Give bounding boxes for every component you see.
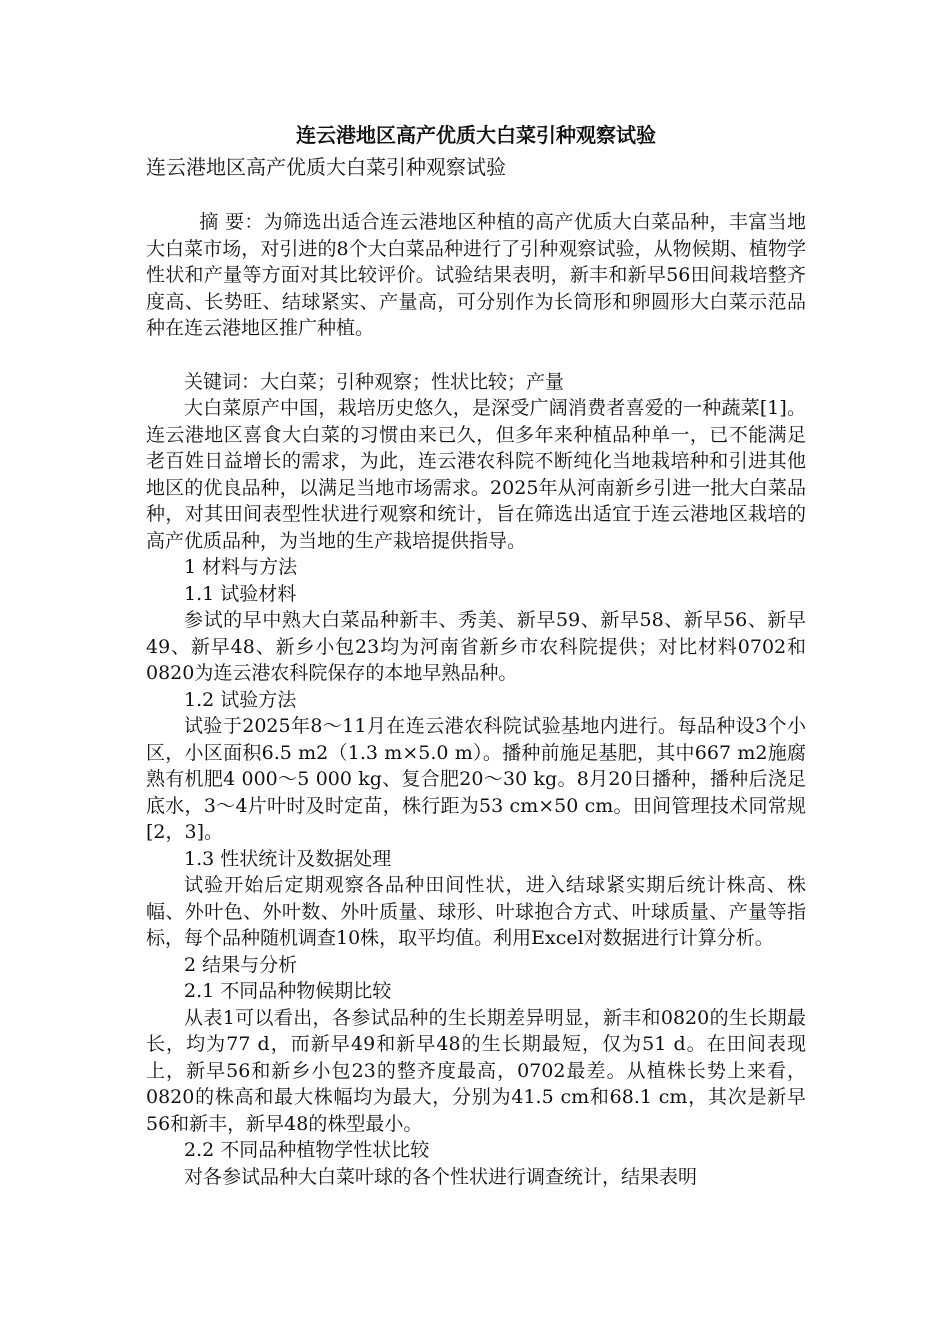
document-subtitle: 连云港地区高产优质大白菜引种观察试验 [146,155,506,179]
abstract-paragraph: 摘 要：为筛选出适合连云港地区种植的高产优质大白菜品种，丰富当地大白菜市场，对引进的8个大白菜品种进行了引种观察试验，从物候期、植物学性状和产量等方面对其比较评价。试验结果表明，新丰和新早56田间栽培整齐度高、长势旺、结球紧实、产量高，可分别作为长筒形和卵圆形大白菜示范品种在连云港地区推广种植。 [146,211,806,339]
paragraph-1-1: 参试的早中熟大白菜品种新丰、秀美、新早59、新早58、新早56、新早49、新早48、新乡小包23均为河南省新乡市农科院提供；对比材料0702和0820为连云港农科院保存的本地早熟品种。 [146,609,806,684]
subsection-heading-1-2: 1.2 试验方法 [184,688,297,711]
document-title: 连云港地区高产优质大白菜引种观察试验 [296,123,656,147]
subsection-heading-2-1: 2.1 不同品种物候期比较 [184,980,392,1002]
subsection-heading-1-3: 1.3 性状统计及数据处理 [184,847,392,870]
intro-paragraph: 大白菜原产中国，栽培历史悠久，是深受广阔消费者喜爱的一种蔬菜[1]。连云港地区喜食大白菜的习惯由来已久，但多年来种植品种单一，已不能满足老百姓日益增长的需求，为此，连云港农科院不断纯化当地栽培种和引进其他地区的优良品种，以满足当地市场需求。2025年从河南新乡引进一批大白菜品种，对其田间表型性状进行观察和统计，旨在筛选出适宜于连云港地区栽培的高产优质品种，为当地的生产栽培提供指导。 [146,397,806,552]
document-page [146,120,806,1190]
section-heading-2: 2 结果与分析 [184,953,298,976]
keywords-line: 关键词：大白菜；引种观察；性状比较；产量 [184,370,565,393]
paragraph-2-2: 对各参试品种大白菜叶球的各个性状进行调查统计，结果表明 [184,1165,698,1188]
subsection-heading-1-1: 1.1 试验材料 [184,582,297,605]
subsection-heading-2-2: 2.2 不同品种植物学性状比较 [184,1139,430,1161]
paragraph-2-1: 从表1可以看出，各参试品种的生长期差异明显，新丰和0820的生长期最长，均为77 d，而新早49和新早48的生长期最短，仅为51 d。在田间表现上，新早56和新乡小包23的整齐度最高，0702最差。从植株长势上来看，0820的株高和最大株幅均为最大，分别为41.5 cm和68.1 cm，其次是新早56和新丰，新早48的株型最小。 [146,1006,806,1135]
paragraph-1-3: 试验开始后定期观察各品种田间性状，进入结球紧实期后统计株高、株幅、外叶色、外叶数、外叶质量、球形、叶球抱合方式、叶球质量、产量等指标，每个品种随机调查10株，取平均值。利用Excel对数据进行计算分析。 [146,874,806,949]
section-heading-1: 1 材料与方法 [184,556,298,578]
paragraph-1-2: 试验于2025年8～11月在连云港农科院试验基地内进行。每品种设3个小区，小区面积6.5 m2（1.3 m×5.0 m）。播种前施足基肥，其中667 m2施腐熟有机肥4 000～5 000 kg、复合肥20～30 kg。8月20日播种，播种后浇足底水，3～4片叶时及时定苗，株行距为53 cm×50 cm。田间管理技术同常规[2，3]。 [146,715,806,843]
